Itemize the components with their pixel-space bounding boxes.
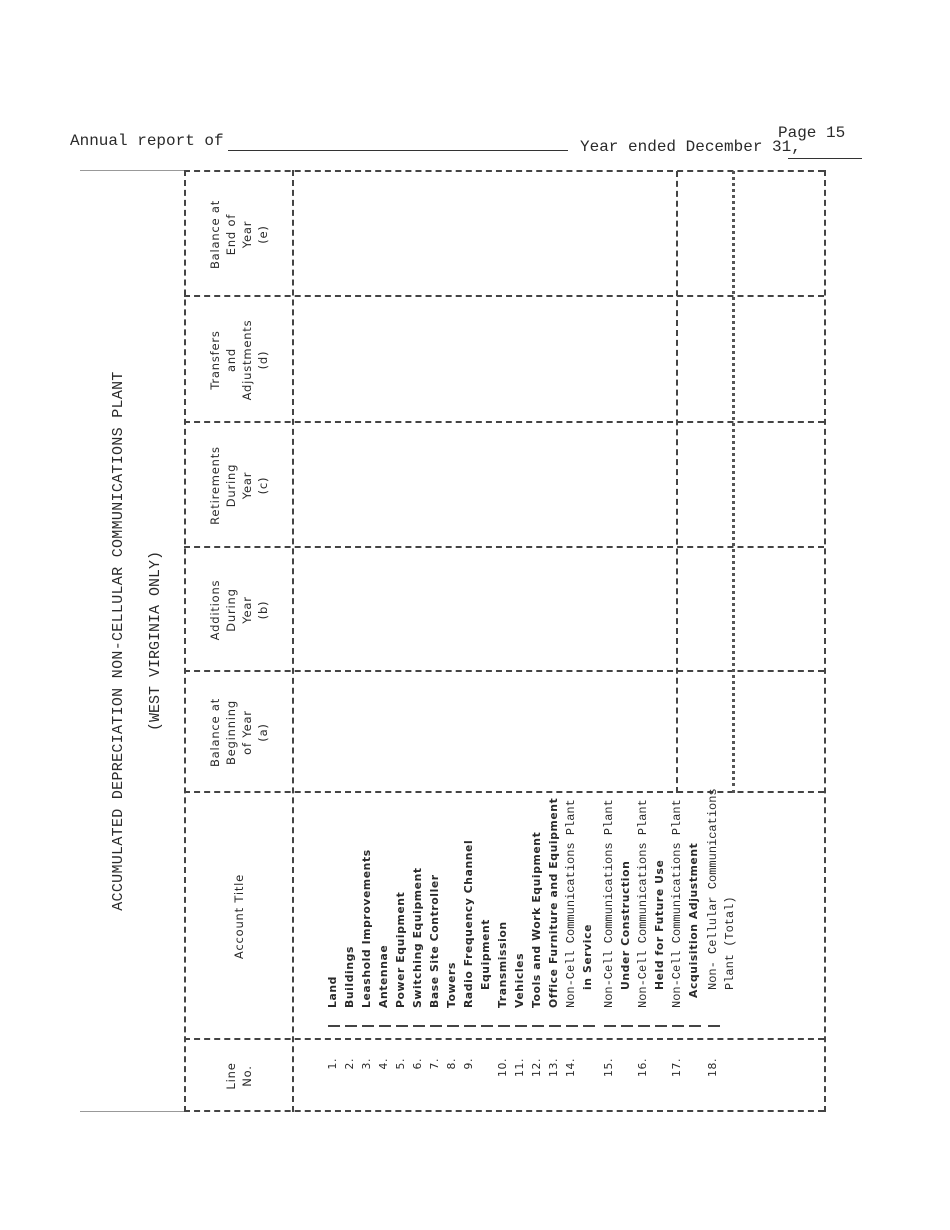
company-name-blank bbox=[228, 150, 568, 151]
table-row: 8. Towers bbox=[445, 962, 458, 1070]
table-row: 17. Non-Cell Communications Plant bbox=[670, 799, 684, 1077]
table-row: 13. Office Furniture and Equipment bbox=[547, 797, 560, 1077]
table-row: Under Construction bbox=[619, 170, 636, 1112]
table-row: 15. Non-Cell Communications Plant bbox=[602, 799, 616, 1077]
rotated-form bbox=[80, 170, 825, 1112]
year-blank bbox=[788, 158, 862, 159]
table-row: 2. Buildings bbox=[343, 946, 356, 1070]
table-row: 14. Non-Cell Communications Plant bbox=[564, 799, 578, 1077]
header-line-no: Line No. bbox=[224, 1062, 254, 1090]
table-row: Held for Future Use bbox=[653, 170, 670, 1112]
header-col-a: Balance at Beginning of Year (a) bbox=[208, 697, 270, 768]
table-row: 10. Transmission bbox=[496, 921, 509, 1077]
table-row-total: 18. Non- Cellular Communications bbox=[706, 788, 720, 1077]
page-number: Page 15 bbox=[778, 124, 846, 142]
rule-form-bottom bbox=[824, 170, 826, 1112]
form-subtitle: (WEST VIRGINIA ONLY) bbox=[147, 550, 164, 732]
table-row: 3. Leashold Improvements bbox=[360, 849, 373, 1070]
table-row: Acquisition Adjustment bbox=[687, 170, 704, 1112]
header-col-e: Balance at End of Year (e) bbox=[208, 199, 270, 270]
table-row: 1. Land bbox=[326, 976, 339, 1070]
table-row: 11. Vehicles bbox=[513, 952, 526, 1077]
table-row: 16. Non-Cell Communications Plant bbox=[636, 799, 650, 1077]
header-account-title: Account Title bbox=[232, 873, 246, 960]
table-row: 5. Power Equipment bbox=[394, 891, 407, 1070]
table-row: 9. Radio Frequency Channel bbox=[462, 839, 475, 1070]
table-row: in Service bbox=[581, 170, 598, 1112]
table-row: 7. Base Site Controller bbox=[428, 874, 441, 1070]
table-row: Equipment bbox=[479, 170, 496, 1112]
table-row: 4. Antennae bbox=[377, 944, 390, 1070]
header-col-c: Retirements During Year (c) bbox=[208, 446, 270, 525]
table-row: 6. Switching Equipment bbox=[411, 867, 424, 1070]
year-ended-label: Year ended December 31, bbox=[580, 138, 801, 156]
form-title-band bbox=[80, 170, 185, 1112]
form-title: ACCUMULATED DEPRECIATION NON-CELLULAR COMMUNICATIONS PLANT bbox=[110, 371, 127, 911]
annual-report-label: Annual report of bbox=[70, 132, 224, 150]
table-row-total: Plant (Total) bbox=[723, 896, 737, 990]
header-col-d: Transfers and Adjustments (d) bbox=[208, 319, 270, 401]
header-col-b: Additions During Year (b) bbox=[208, 579, 270, 641]
table-row: 12. Tools and Work Equipment bbox=[530, 831, 543, 1077]
report-header bbox=[70, 124, 870, 168]
